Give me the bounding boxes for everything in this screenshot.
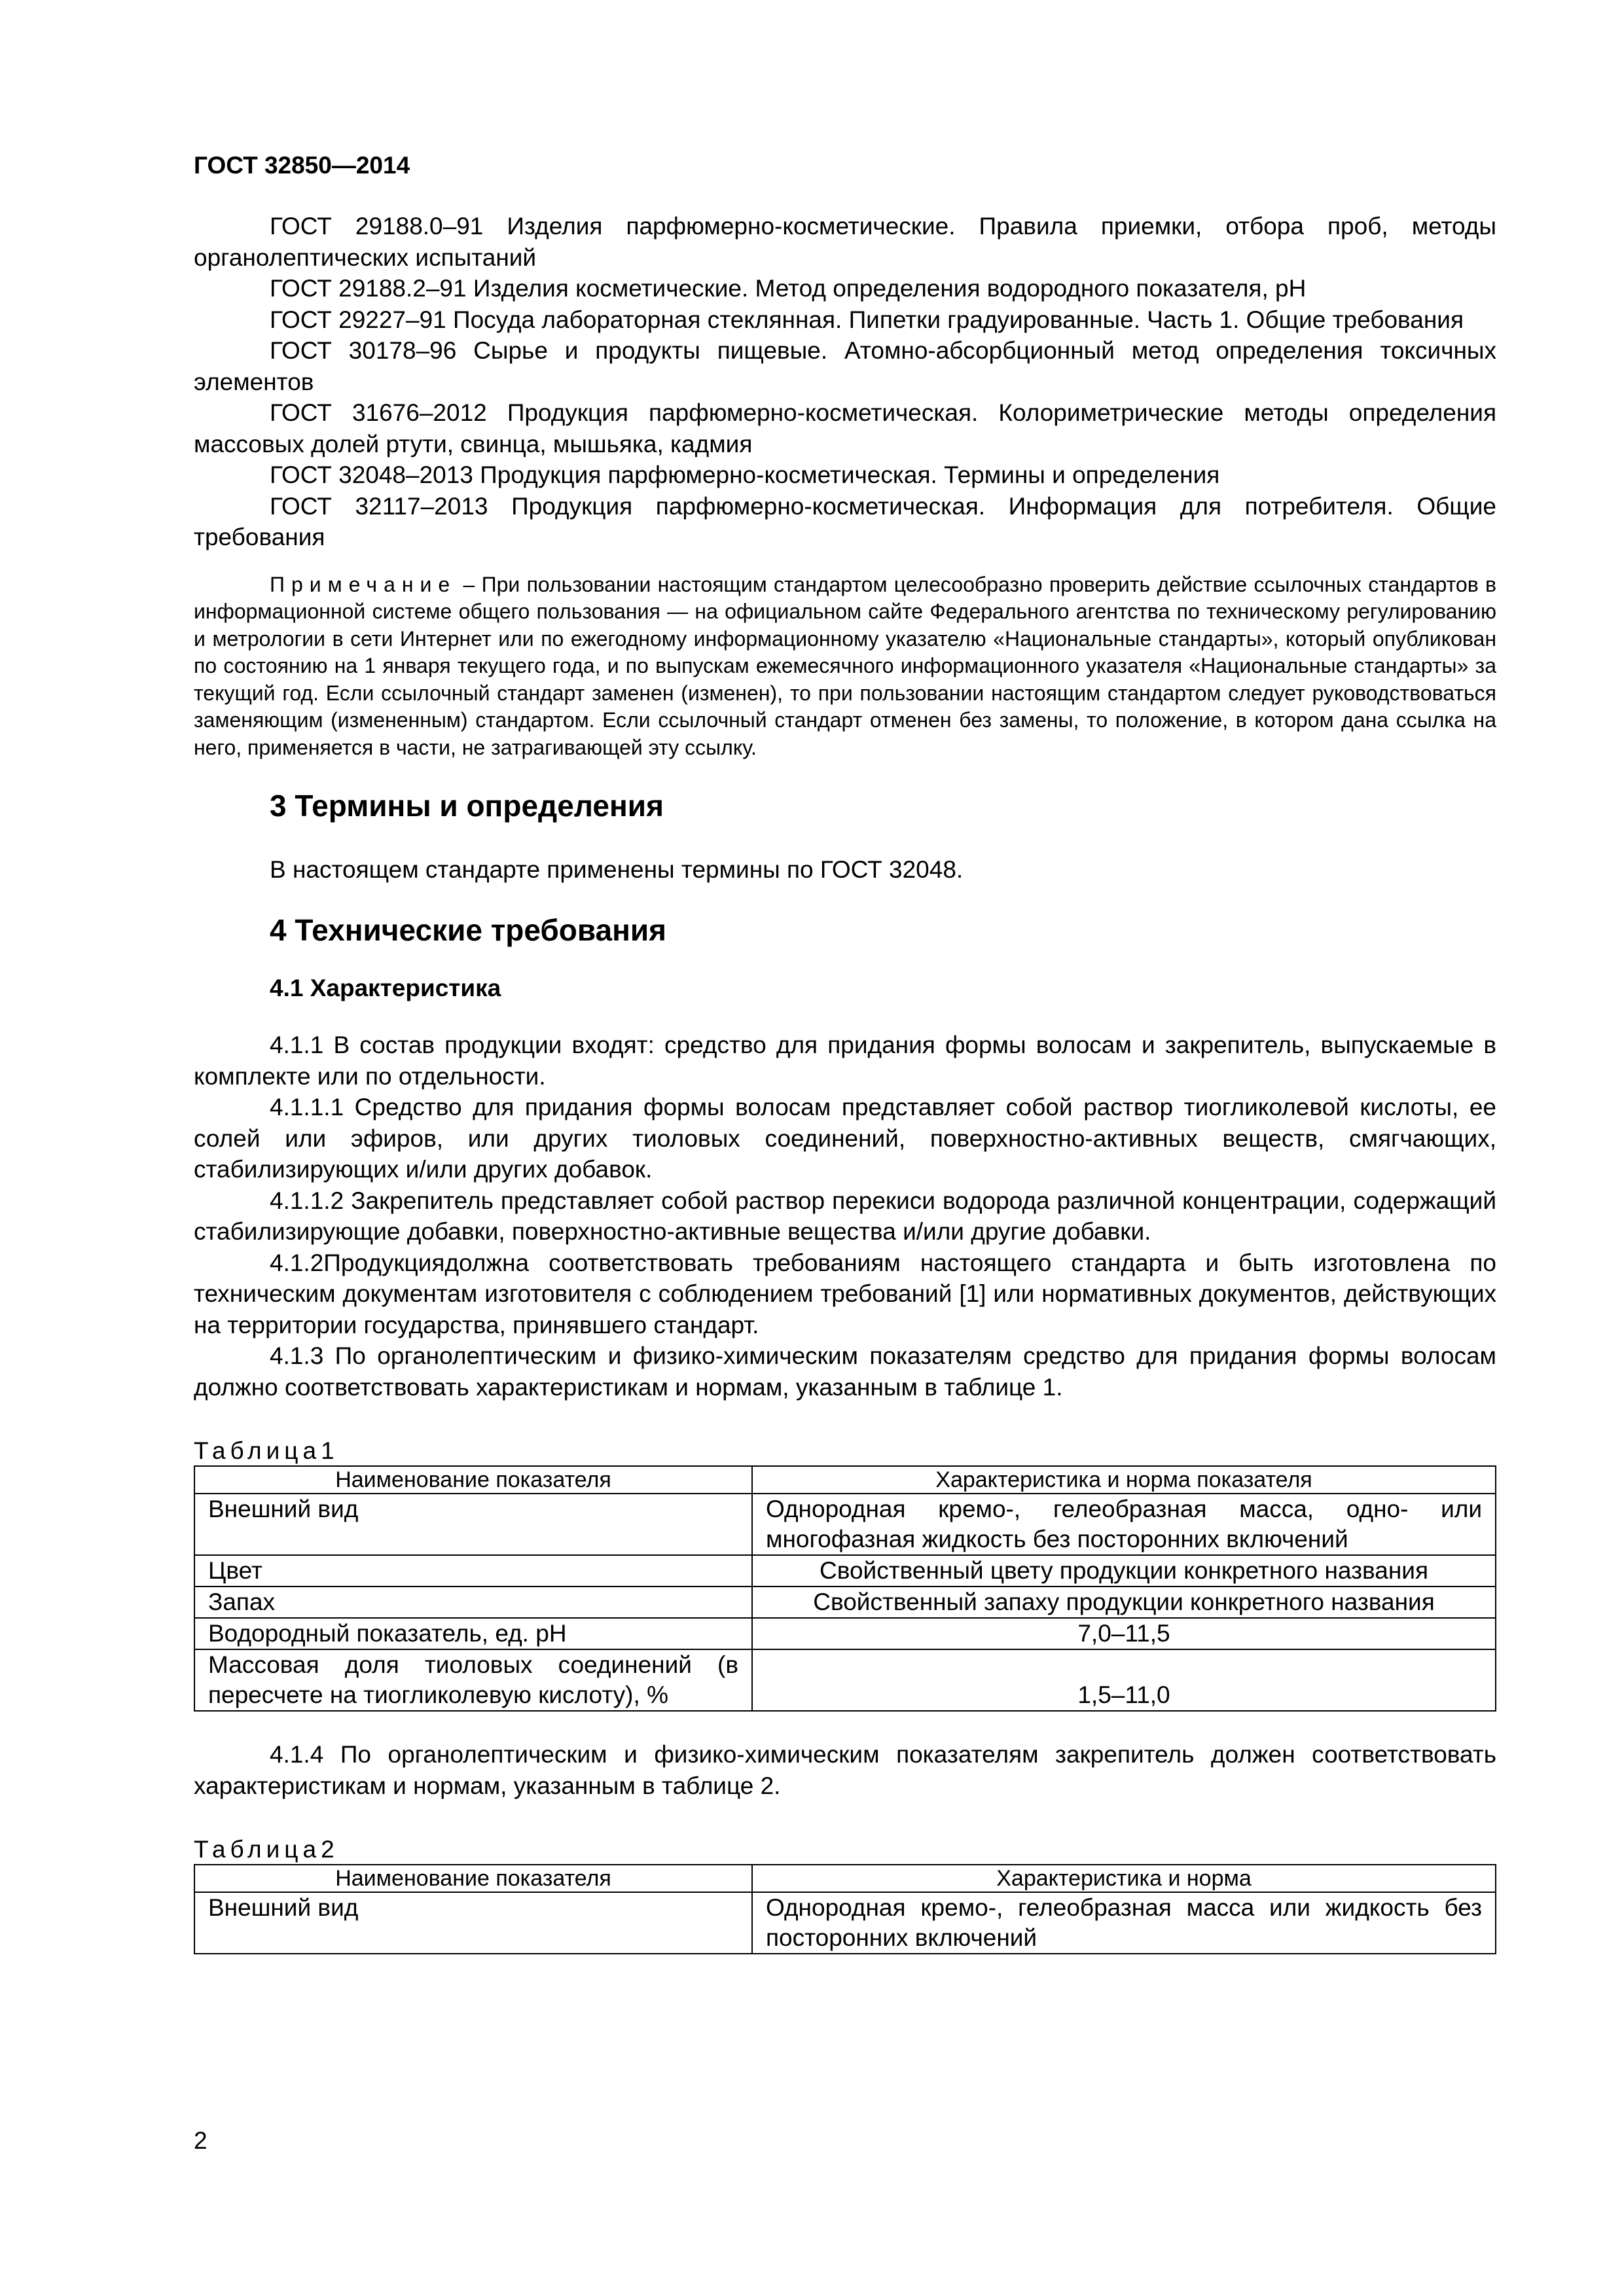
document-page: [194, 151, 1496, 1954]
table-cell: Однородная кремо-, гелеобразная масса, одно- или многофазная жидкость без посторонних включений: [752, 1494, 1496, 1555]
table-1: [194, 1465, 1496, 1712]
table-header-row: [194, 1865, 1496, 1892]
table-row: [194, 1587, 1496, 1618]
reference-item: ГОСТ 31676–2012 Продукция парфюмерно-косметическая. Колориметрические методы определения массовых долей ртути, свинца, мышьяка, кадмия: [194, 399, 1496, 457]
table-2: [194, 1864, 1496, 1954]
table-cell: 1,5–11,0: [752, 1649, 1496, 1711]
table-header-cell: Наименование показателя: [194, 1466, 752, 1494]
section-4-paragraphs: [194, 1030, 1496, 1403]
section-3-text: В настоящем стандарте применены термины по ГОСТ 32048.: [270, 856, 964, 883]
note-text: – При пользовании настоящим стандартом целесообразно проверить действие ссылочных стандартов в информационной системе общего пользования — на официальном сайте Федерального агентства по техническому регулированию и метрологии в сети Интернет или по ежегодному информационному указателю «Национальные стандарты», который опубликован по состоянию на 1 января текущего года, и по выпускам ежемесячного информационного указателя «Национальные стандарты» за текущий год. Если ссылочный стандарт заменен (изменен), то при пользовании настоящим стандартом следует руководствоваться заменяющим (измененным) стандартом. Если ссылочный стандарт отменен без замены, то положение, в котором дана ссылка на него, применяется в части, не затрагивающей эту ссылку.: [194, 572, 1496, 759]
reference-item: ГОСТ 32117–2013 Продукция парфюмерно-косметическая. Информация для потребителя. Общие требования: [194, 492, 1496, 550]
table-2-caption: Таблица2: [194, 1836, 339, 1863]
paragraph: 4.1.4 По органолептическим и физико-химическим показателям закрепитель должен соответствовать характеристикам и нормам, указанным в таблице 2.: [194, 1741, 1496, 1799]
table-cell: Цвет: [194, 1555, 752, 1587]
note-label: Примечание: [270, 572, 457, 596]
reference-item: ГОСТ 30178–96 Сырье и продукты пищевые. Атомно-абсорбционный метод определения токсичных элементов: [194, 337, 1496, 395]
section-3-title: 3 Термины и определения: [270, 789, 664, 823]
reference-item: ГОСТ 29227–91 Посуда лабораторная стеклянная. Пипетки градуированные. Часть 1. Общие требования: [270, 306, 1464, 333]
table-row: [194, 1618, 1496, 1649]
table-header-cell: Наименование показателя: [194, 1865, 752, 1892]
table-cell: Внешний вид: [194, 1892, 752, 1954]
paragraph: 4.1.1.2 Закрепитель представляет собой раствор перекиси водорода различной концентрации, содержащий стабилизирующие добавки, поверхностно-активные вещества и/или другие добавки.: [194, 1187, 1496, 1245]
table-cell: Свойственный цвету продукции конкретного названия: [752, 1555, 1496, 1587]
subsection-4-1-title: 4.1 Характеристика: [270, 975, 501, 1001]
paragraph: 4.1.2Продукциядолжна соответствовать требованиям настоящего стандарта и быть изготовлена по техническим документам изготовителя с соблюдением требований [1] или нормативных документов, действующих на территории государства, принявшего стандарт.: [194, 1249, 1496, 1338]
table-cell: Запах: [194, 1587, 752, 1618]
paragraph: 4.1.3 По органолептическим и физико-химическим показателям средство для придания формы волосам должно соответствовать характеристикам и нормам, указанным в таблице 1.: [194, 1342, 1496, 1401]
table-cell: Свойственный запаху продукции конкретного названия: [752, 1587, 1496, 1618]
note: [194, 571, 1496, 762]
table-cell: Внешний вид: [194, 1494, 752, 1555]
table-cell: Однородная кремо-, гелеобразная масса или жидкость без посторонних включений: [752, 1892, 1496, 1954]
table-row: [194, 1494, 1496, 1555]
table-1-caption: Таблица1: [194, 1437, 339, 1464]
table-cell: 7,0–11,5: [752, 1618, 1496, 1649]
reference-item: ГОСТ 29188.2–91 Изделия косметические. Метод определения водородного показателя, pH: [270, 275, 1307, 302]
table-cell: Водородный показатель, ед. pH: [194, 1618, 752, 1649]
table-header-cell: Характеристика и норма: [752, 1865, 1496, 1892]
paragraph: 4.1.1 В состав продукции входят: средство для придания формы волосам и закрепитель, выпускаемые в комплекте или по отдельности.: [194, 1031, 1496, 1090]
table-row: [194, 1555, 1496, 1587]
table-header-cell: Характеристика и норма показателя: [752, 1466, 1496, 1494]
table-row: [194, 1649, 1496, 1711]
reference-item: ГОСТ 32048–2013 Продукция парфюмерно-косметическая. Термины и определения: [270, 461, 1220, 488]
document-header: ГОСТ 32850—2014: [194, 152, 410, 179]
paragraph-4-1-4-block: [194, 1739, 1496, 1801]
normative-references: [194, 211, 1496, 553]
table-cell: Массовая доля тиоловых соединений (в пересчете на тиогликолевую кислоту), %: [194, 1649, 752, 1711]
table-header-row: [194, 1466, 1496, 1494]
reference-item: ГОСТ 29188.0–91 Изделия парфюмерно-косметические. Правила приемки, отбора проб, методы органолептических испытаний: [194, 213, 1496, 271]
page-number: 2: [194, 2127, 208, 2154]
paragraph: 4.1.1.1 Средство для придания формы волосам представляет собой раствор тиогликолевой кислоты, ее солей или эфиров, или других тиоловых соединений, поверхностно-активных веществ, смягчающих, стабилизирующих и/или других добавок.: [194, 1094, 1496, 1183]
section-4-title: 4 Технические требования: [270, 913, 666, 947]
table-row: [194, 1892, 1496, 1954]
